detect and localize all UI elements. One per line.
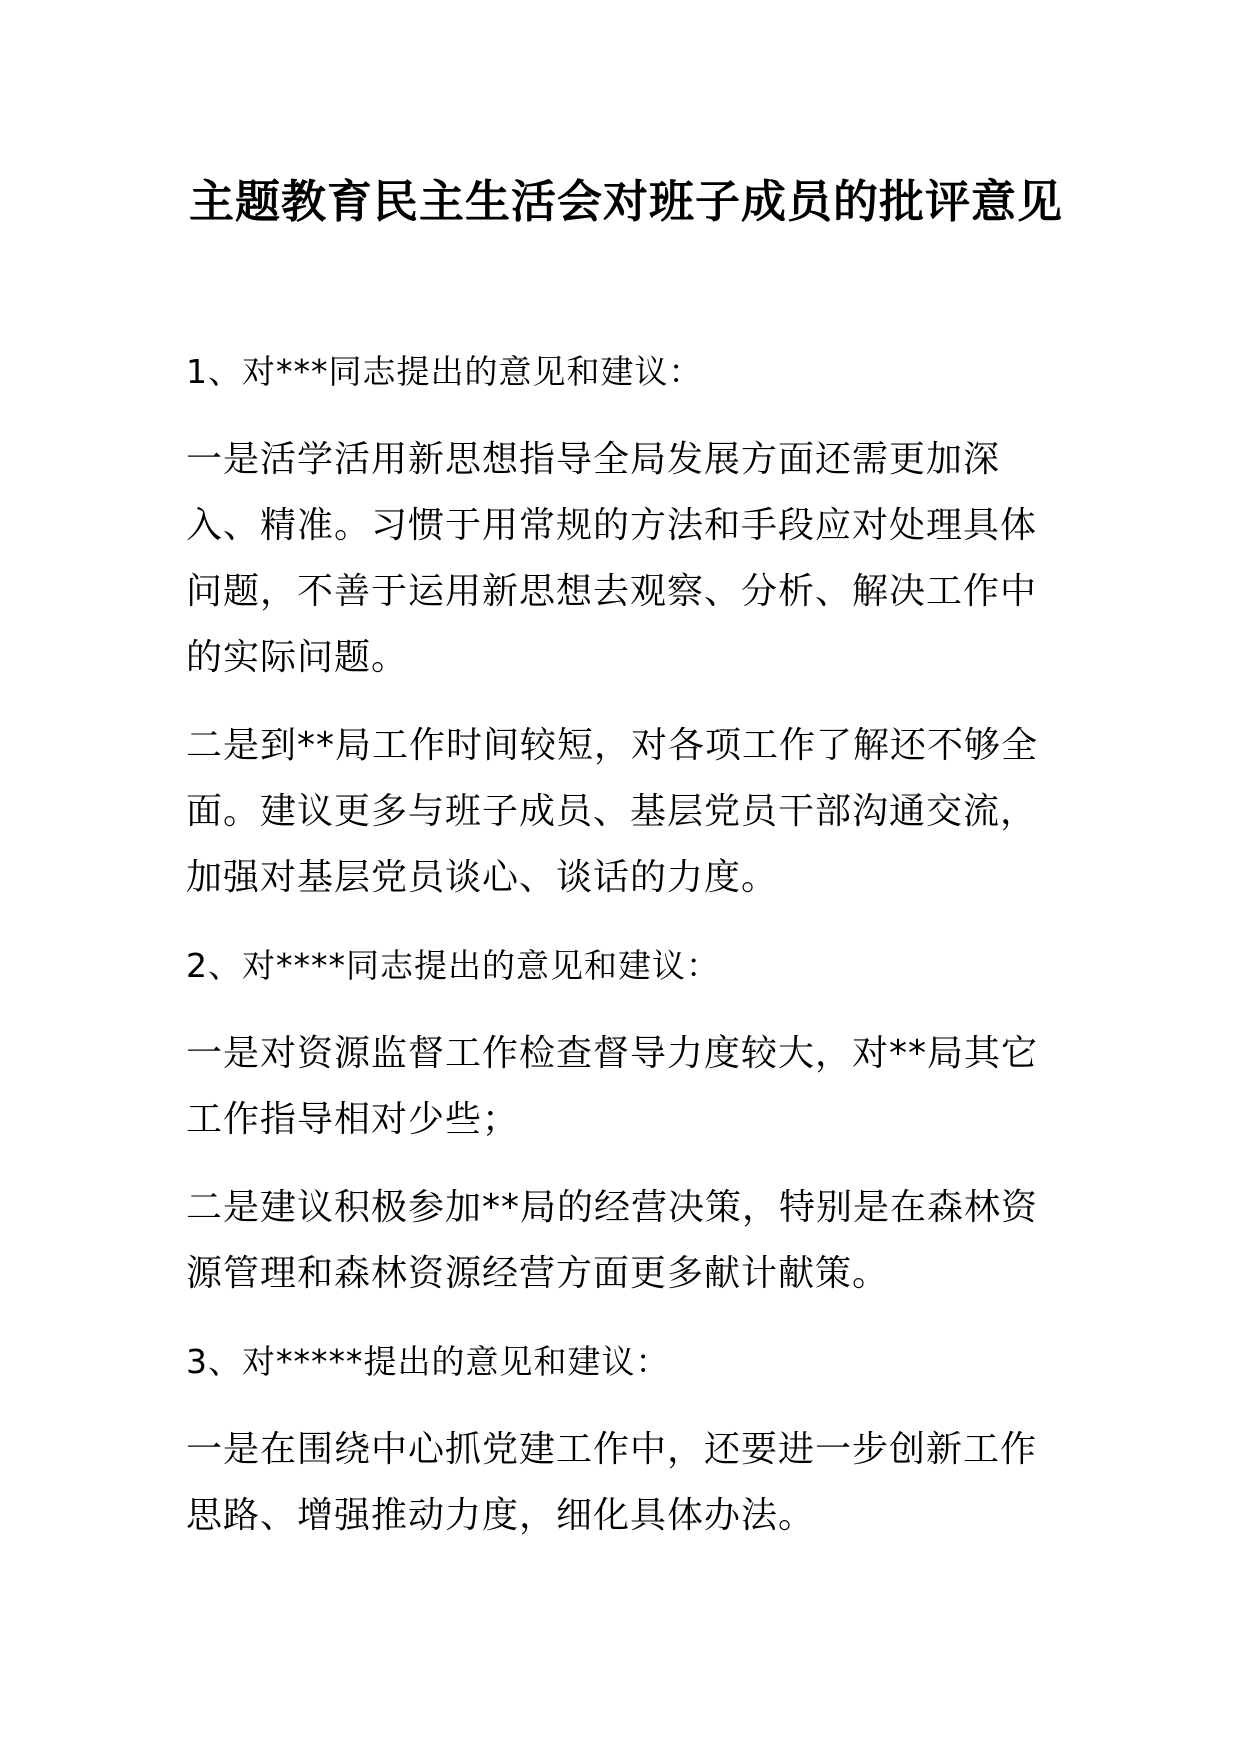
document-body	[186, 339, 1066, 1571]
section-1-heading: 1、对***同志提出的意见和建议：	[186, 352, 703, 391]
section-1-item-1: 一是活学活用新思想指导全局发展方面还需更加深入、精准。习惯于用常规的方法和手段应对处理具体问题，不善于运用新思想去观察、分析、解决工作中的实际问题。	[186, 439, 1038, 678]
section-3-item-1: 一是在围绕中心抓党建工作中，还要进一步创新工作思路、增强推动力度，细化具体办法。	[186, 1429, 1038, 1536]
section-2-heading: 2、对****同志提出的意见和建议：	[186, 946, 720, 985]
section-3-heading: 3、对*****提出的意见和建议：	[186, 1342, 670, 1381]
section-2-item-1: 一是对资源监督工作检查督导力度较大，对**局其它工作指导相对少些；	[186, 1033, 1039, 1140]
section-2-item-2: 二是建议积极参加**局的经营决策，特别是在森林资源管理和森林资源经营方面更多献计献策。	[186, 1187, 1039, 1294]
document-title: 主题教育民主生活会对班子成员的批评意见	[188, 175, 1063, 228]
section-1-item-2: 二是到**局工作时间较短，对各项工作了解还不够全面。建议更多与班子成员、基层党员干部沟通交流，加强对基层党员谈心、谈话的力度。	[186, 725, 1039, 898]
